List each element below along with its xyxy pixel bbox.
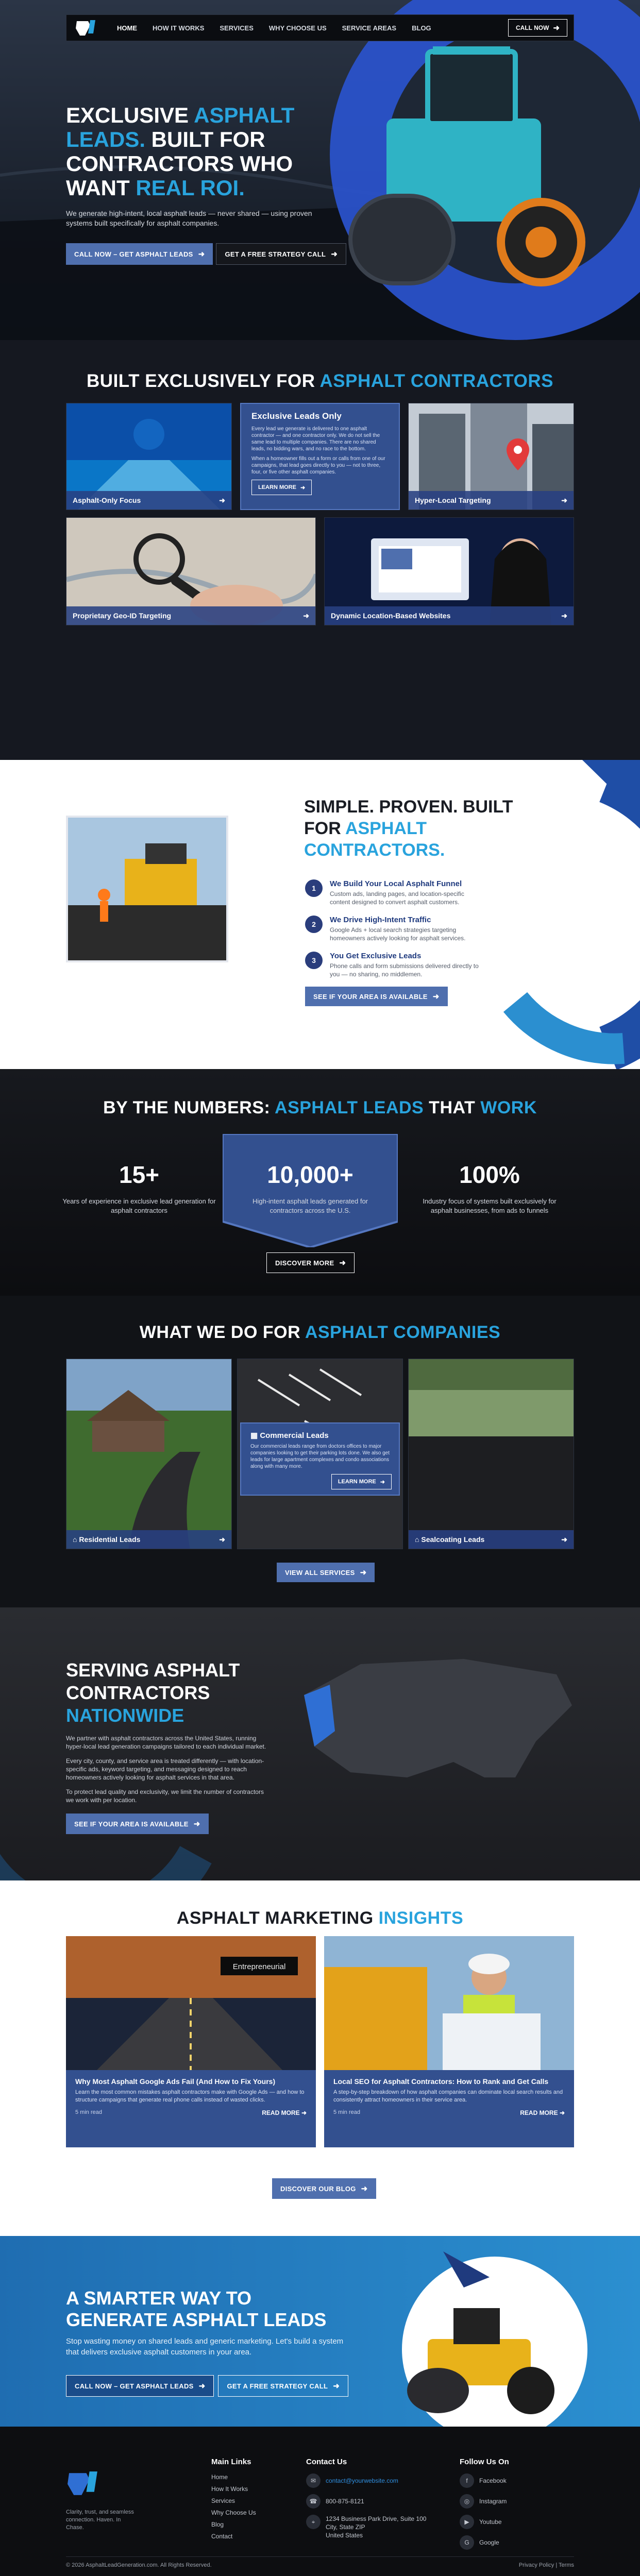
discover-more-button[interactable] bbox=[266, 1252, 355, 1273]
numbers-title bbox=[0, 1098, 640, 1118]
area-available-button[interactable] bbox=[66, 1814, 209, 1834]
title-highlight: ASPHALT COMPANIES bbox=[305, 1323, 501, 1342]
arrow-right-icon: ➜ bbox=[198, 250, 205, 259]
house-icon: ⌂ bbox=[415, 1535, 422, 1544]
step-number: 1 bbox=[305, 879, 323, 897]
google-icon: G bbox=[460, 2535, 474, 2550]
tile-bar bbox=[66, 491, 231, 510]
insights-title bbox=[0, 1908, 640, 1928]
card-paragraph: Our commercial leads range from doctors offices to major companies looking to get their parking lots done. We also get leads for large apartment complexes and condo associations along with many more. bbox=[250, 1444, 390, 1469]
button-label: VIEW ALL SERVICES bbox=[285, 1568, 355, 1577]
learn-more-button[interactable] bbox=[331, 1474, 392, 1489]
simple-section bbox=[0, 760, 640, 1069]
arrow-right-icon: ➜ bbox=[303, 611, 309, 620]
arrow-right-icon: ➜ bbox=[361, 2184, 368, 2193]
phone-icon: ☎ bbox=[306, 2494, 321, 2509]
call-now-label: CALL NOW bbox=[515, 24, 549, 31]
arrow-right-icon: ➜ bbox=[561, 611, 567, 620]
social-label: Youtube bbox=[479, 2518, 502, 2526]
address-line: United States bbox=[326, 2532, 363, 2539]
step-title: We Build Your Local Asphalt Funnel bbox=[330, 879, 462, 888]
card-paragraph: Every lead we generate is delivered to one asphalt contractor — and one contractor only. We do not sell the same lead to multiple companies. There are no shared leads, no bidding wars, and no race to the bottom. bbox=[251, 426, 380, 452]
hero-subtitle: We generate high-intent, local asphalt leads — never shared — using proven systems built specifically for asphalt companies. bbox=[66, 209, 312, 227]
stat-description: Industry focus of systems built exclusively for asphalt businesses, from ads to funnels bbox=[423, 1197, 557, 1214]
stat-value: 15+ bbox=[119, 1161, 160, 1188]
legal-links[interactable]: Privacy Policy | Terms bbox=[518, 2562, 574, 2568]
us-map-image bbox=[304, 1659, 572, 1777]
numbers-section bbox=[0, 1069, 640, 1296]
step-title: You Get Exclusive Leads bbox=[330, 952, 422, 960]
tile-label: Residential Leads bbox=[79, 1535, 141, 1544]
main-nav bbox=[66, 14, 574, 41]
footer-tagline: Clarity, trust, and seamless connection. Haven. In Chase. bbox=[66, 2509, 134, 2531]
title-part: THAT bbox=[424, 1098, 481, 1117]
insights-section bbox=[0, 1880, 640, 2236]
whatwedo-section bbox=[0, 1296, 640, 1607]
tile-bar bbox=[66, 606, 315, 625]
serving-title bbox=[66, 1659, 282, 1727]
step-description: Google Ads + local search strategies targeting homeowners actively looking for asphalt services. bbox=[330, 926, 466, 942]
nav-service-areas[interactable]: SERVICE AREAS bbox=[342, 24, 397, 32]
button-label: SEE IF YOUR AREA IS AVAILABLE bbox=[74, 1820, 189, 1828]
serving-paragraph: To protect lead quality and exclusivity, we limit the number of contractors we work with per location. bbox=[66, 1788, 264, 1804]
title-part: WHAT WE DO FOR bbox=[139, 1323, 305, 1342]
arrow-right-icon: ➜ bbox=[561, 496, 567, 504]
arrow-right-icon: ➜ bbox=[193, 1820, 200, 1828]
button-label: CALL NOW – GET ASPHALT LEADS bbox=[75, 2382, 194, 2390]
tile-geo-id[interactable] bbox=[66, 517, 316, 625]
button-label: LEARN MORE bbox=[258, 484, 296, 490]
post-title: Local SEO for Asphalt Contractors: How to Rank and Get Calls bbox=[333, 2077, 549, 2086]
smarter-title: A SMARTER WAY TO GENERATE ASPHALT LEADS bbox=[66, 2287, 327, 2330]
smarter-section bbox=[0, 2236, 640, 2427]
learn-more-button[interactable] bbox=[251, 480, 312, 495]
step-description: Custom ads, landing pages, and location-specific content designed to convert asphalt customers. bbox=[330, 890, 464, 906]
footer-contact bbox=[306, 2458, 426, 2546]
title-part: SIMPLE. PROVEN. BUILT FOR bbox=[304, 797, 513, 838]
home-icon: ⌂ bbox=[73, 1535, 79, 1544]
stat-description: Years of experience in exclusive lead generation for asphalt contractors bbox=[62, 1197, 216, 1214]
stat-item bbox=[243, 1161, 378, 1215]
social-google[interactable] bbox=[460, 2535, 509, 2550]
title-part: SERVING ASPHALT CONTRACTORS bbox=[66, 1659, 240, 1703]
smarter-call-button[interactable] bbox=[66, 2375, 214, 2397]
arrow-right-icon: ➜ bbox=[219, 1535, 225, 1544]
hero-title-part: EXCLUSIVE bbox=[66, 103, 194, 127]
arrow-right-icon: ➜ bbox=[333, 2382, 340, 2391]
arrow-right-icon: ➜ bbox=[300, 484, 306, 491]
button-label: DISCOVER MORE bbox=[275, 1259, 334, 1267]
tile-residential[interactable] bbox=[66, 1359, 232, 1549]
tile-label: Sealcoating Leads bbox=[421, 1535, 485, 1544]
road-sunset-image bbox=[66, 1936, 316, 2070]
nav-home[interactable]: HOME bbox=[117, 24, 137, 32]
social-youtube[interactable] bbox=[460, 2515, 509, 2529]
post-meta: 5 min read bbox=[75, 2109, 102, 2115]
serving-paragraph: We partner with asphalt contractors across the United States, running hyper-local lead generation campaigns tailored to each individual market. bbox=[66, 1735, 266, 1750]
phone-text: 800-875-8121 bbox=[326, 2498, 364, 2505]
footer-link-blog[interactable]: Blog bbox=[211, 2521, 224, 2528]
button-label: GET A FREE STRATEGY CALL bbox=[227, 2382, 328, 2390]
exclusive-leads-card bbox=[240, 403, 400, 510]
nav-services[interactable]: SERVICES bbox=[220, 24, 254, 32]
nav-blog[interactable]: BLOG bbox=[412, 24, 431, 32]
social-facebook[interactable] bbox=[460, 2473, 509, 2488]
arrow-right-icon: ➜ bbox=[561, 1535, 567, 1544]
instagram-icon: ◎ bbox=[460, 2494, 474, 2509]
built-section bbox=[0, 340, 640, 760]
card-title: Commercial Leads bbox=[260, 1431, 329, 1440]
built-title bbox=[0, 371, 640, 392]
smarter-background bbox=[0, 2236, 640, 2427]
social-label: Google bbox=[479, 2539, 499, 2546]
tile-sealcoating[interactable] bbox=[408, 1359, 574, 1549]
address-line: 1234 Business Park Drive, Suite 100 bbox=[326, 2515, 427, 2522]
footer-bottom bbox=[66, 2556, 574, 2568]
footer-link-home[interactable]: Home bbox=[211, 2473, 228, 2481]
footer-link-how-it-works[interactable]: How It Works bbox=[211, 2485, 248, 2493]
hero-call-button[interactable] bbox=[66, 243, 213, 265]
post-title: Why Most Asphalt Google Ads Fail (And How to Fix Yours) bbox=[75, 2077, 276, 2086]
social-label: Facebook bbox=[479, 2477, 507, 2484]
footer-heading: Main Links bbox=[211, 2458, 251, 2466]
location-icon: ⌖ bbox=[306, 2515, 321, 2529]
facebook-icon: f bbox=[460, 2473, 474, 2488]
read-more-label: READ MORE bbox=[262, 2109, 300, 2116]
paving-crew-photo bbox=[66, 816, 228, 962]
nav-call-now-button[interactable] bbox=[508, 19, 567, 37]
footer-heading: Contact Us bbox=[306, 2458, 347, 2466]
smarter-strategy-button[interactable] bbox=[218, 2375, 348, 2397]
title-part: ASPHALT MARKETING bbox=[176, 1908, 379, 1928]
post-footer bbox=[333, 2109, 565, 2116]
post-footer bbox=[75, 2109, 307, 2116]
paver-image bbox=[68, 818, 226, 960]
hero-title-part: BUILT FOR CONTRACTORS WHO WANT bbox=[66, 127, 293, 200]
smarter-buttons bbox=[66, 2375, 348, 2397]
hero-title-highlight: ASPHALT LEADS. bbox=[66, 103, 295, 151]
footer-section bbox=[0, 2427, 640, 2576]
stat-item bbox=[62, 1161, 216, 1215]
step-item bbox=[305, 916, 484, 942]
tile-dynamic-websites[interactable] bbox=[324, 517, 574, 625]
title-highlight: WORK bbox=[480, 1098, 537, 1117]
button-label: SEE IF YOUR AREA IS AVAILABLE bbox=[313, 992, 428, 1001]
tile-label: Asphalt-Only Focus bbox=[73, 496, 141, 504]
read-more-link[interactable]: READ MORE ➜ bbox=[520, 2109, 565, 2116]
post-image bbox=[324, 1936, 574, 2070]
button-label: LEARN MORE bbox=[338, 1479, 376, 1485]
hero-buttons bbox=[66, 243, 346, 265]
email-icon: ✉ bbox=[306, 2473, 321, 2488]
whatwedo-title bbox=[0, 1323, 640, 1343]
arrow-right-icon: ➜ bbox=[432, 992, 440, 1001]
serving-section bbox=[0, 1607, 640, 1880]
arrow-right-icon: ➜ bbox=[360, 1568, 367, 1577]
post-image bbox=[66, 1936, 316, 2070]
commercial-leads-card bbox=[240, 1422, 400, 1496]
hero-title-highlight: REAL ROI. bbox=[136, 176, 245, 200]
tile-label: Hyper-Local Targeting bbox=[415, 496, 491, 504]
logo-icon bbox=[75, 18, 98, 38]
arrow-right-icon: ➜ bbox=[339, 1259, 346, 1267]
step-item bbox=[305, 879, 484, 906]
footer-heading: Follow Us On bbox=[460, 2458, 509, 2466]
serving-paragraph: Every city, county, and service area is treated differently — with location-specific ads, keyword targeting, and messaging designed to reach homeowners actively looking for asphalt services in that area. bbox=[66, 1757, 264, 1781]
step-number: 3 bbox=[305, 952, 323, 969]
blog-post-card[interactable] bbox=[324, 1936, 574, 2147]
nav-how-it-works[interactable]: HOW IT WORKS bbox=[153, 24, 205, 32]
engineer-image bbox=[324, 1936, 574, 2070]
building-icon: ▦ bbox=[250, 1431, 260, 1440]
address-line: City, State ZIP bbox=[326, 2523, 365, 2531]
stat-description: High-intent asphalt leads generated for contractors across the U.S. bbox=[252, 1197, 368, 1214]
blog-post-card[interactable] bbox=[66, 1936, 316, 2147]
tile-label: Proprietary Geo-ID Targeting bbox=[73, 612, 172, 620]
title-part: BUILT EXCLUSIVELY FOR bbox=[87, 371, 320, 391]
social-label: Instagram bbox=[479, 2498, 507, 2505]
social-instagram[interactable] bbox=[460, 2494, 509, 2509]
logo[interactable] bbox=[73, 17, 100, 39]
discover-blog-button[interactable] bbox=[272, 2178, 376, 2199]
post-meta: 5 min read bbox=[333, 2109, 360, 2115]
title-highlight: NATIONWIDE bbox=[66, 1705, 184, 1726]
read-more-link[interactable]: READ MORE ➜ bbox=[262, 2109, 307, 2116]
copyright: © 2026 AsphaltLeadGeneration.com. All Rights Reserved. bbox=[66, 2562, 212, 2568]
tile-bar bbox=[409, 1530, 574, 1549]
step-item bbox=[305, 952, 484, 978]
button-label: DISCOVER OUR BLOG bbox=[280, 2184, 356, 2193]
smarter-paragraph: Stop wasting money on shared leads and generic marketing. Let's build a system that delivers exclusive asphalt customers in your area. bbox=[66, 2337, 344, 2357]
arrow-right-icon: ➜ bbox=[380, 1479, 385, 1485]
footer-phone[interactable] bbox=[306, 2494, 426, 2509]
arrow-right-icon: ➜ bbox=[331, 250, 338, 259]
card-title: Exclusive Leads Only bbox=[251, 411, 342, 421]
tile-label: Dynamic Location-Based Websites bbox=[331, 612, 451, 620]
arrow-right-icon: ➜ bbox=[553, 24, 560, 32]
driveway-image bbox=[66, 1359, 232, 1549]
nav-links bbox=[117, 24, 431, 32]
footer-link-services[interactable]: Services bbox=[211, 2497, 235, 2504]
footer-address bbox=[306, 2515, 426, 2539]
tile-hyper-local[interactable] bbox=[408, 403, 574, 510]
footer-links bbox=[211, 2458, 256, 2545]
sealcoat-image bbox=[409, 1359, 574, 1549]
title-highlight: ASPHALT CONTRACTORS. bbox=[304, 819, 445, 860]
footer-logo-icon[interactable] bbox=[66, 2468, 102, 2499]
step-title: We Drive High-Intent Traffic bbox=[330, 916, 431, 924]
title-part: BY THE NUMBERS: bbox=[103, 1098, 275, 1117]
button-label: CALL NOW – GET ASPHALT LEADS bbox=[74, 250, 193, 258]
tile-bar bbox=[66, 1530, 231, 1549]
title-highlight: ASPHALT CONTRACTORS bbox=[319, 371, 553, 391]
hero-title bbox=[66, 103, 334, 200]
footer-social bbox=[460, 2458, 509, 2556]
step-description: Phone calls and form submissions delivered directly to you — no sharing, no middlemen. bbox=[330, 962, 479, 978]
view-all-services-button[interactable] bbox=[277, 1563, 375, 1582]
footer-link-why-choose-us[interactable]: Why Choose Us bbox=[211, 2509, 256, 2516]
title-highlight: INSIGHTS bbox=[378, 1908, 464, 1928]
post-body bbox=[66, 2070, 316, 2124]
read-more-label: READ MORE bbox=[520, 2109, 558, 2116]
step-number: 2 bbox=[305, 916, 323, 933]
stat-value: 10,000+ bbox=[267, 1161, 353, 1188]
stat-value: 100% bbox=[459, 1161, 520, 1188]
tile-bar bbox=[409, 491, 574, 510]
youtube-icon: ▶ bbox=[460, 2515, 474, 2529]
footer-link-contact[interactable]: Contact bbox=[211, 2533, 233, 2540]
area-available-button[interactable] bbox=[305, 987, 448, 1006]
arrow-right-icon: ➜ bbox=[219, 496, 225, 504]
title-highlight: ASPHALT LEADS bbox=[275, 1098, 424, 1117]
footer-brand bbox=[66, 2468, 138, 2532]
sign-text: Entrepreneurial bbox=[232, 1962, 286, 1971]
hero-section bbox=[0, 0, 640, 340]
post-excerpt: A step-by-step breakdown of how asphalt companies can dominate local search results and consistently attract homeowners in their service area. bbox=[333, 2089, 563, 2103]
stat-item bbox=[412, 1161, 567, 1215]
footer-email[interactable] bbox=[306, 2473, 426, 2488]
email-text: contact@yourwebsite.com bbox=[326, 2477, 398, 2484]
tile-asphalt-only[interactable] bbox=[66, 403, 232, 510]
hero-strategy-button[interactable] bbox=[216, 243, 346, 265]
simple-title bbox=[304, 796, 520, 861]
post-excerpt: Learn the most common mistakes asphalt contractors make with Google Ads — and how to structure campaigns that generate real phone calls instead of wasted clicks. bbox=[75, 2089, 305, 2103]
button-label: GET A FREE STRATEGY CALL bbox=[225, 250, 326, 258]
tile-bar bbox=[325, 606, 574, 625]
nav-why-choose-us[interactable]: WHY CHOOSE US bbox=[268, 24, 327, 32]
post-body bbox=[324, 2070, 574, 2124]
card-paragraph: When a homeowner fills out a form or calls from one of our campaigns, that lead goes directly to you — not to three, four, or five other asphalt companies. bbox=[251, 456, 385, 475]
arrow-right-icon: ➜ bbox=[198, 2382, 206, 2391]
